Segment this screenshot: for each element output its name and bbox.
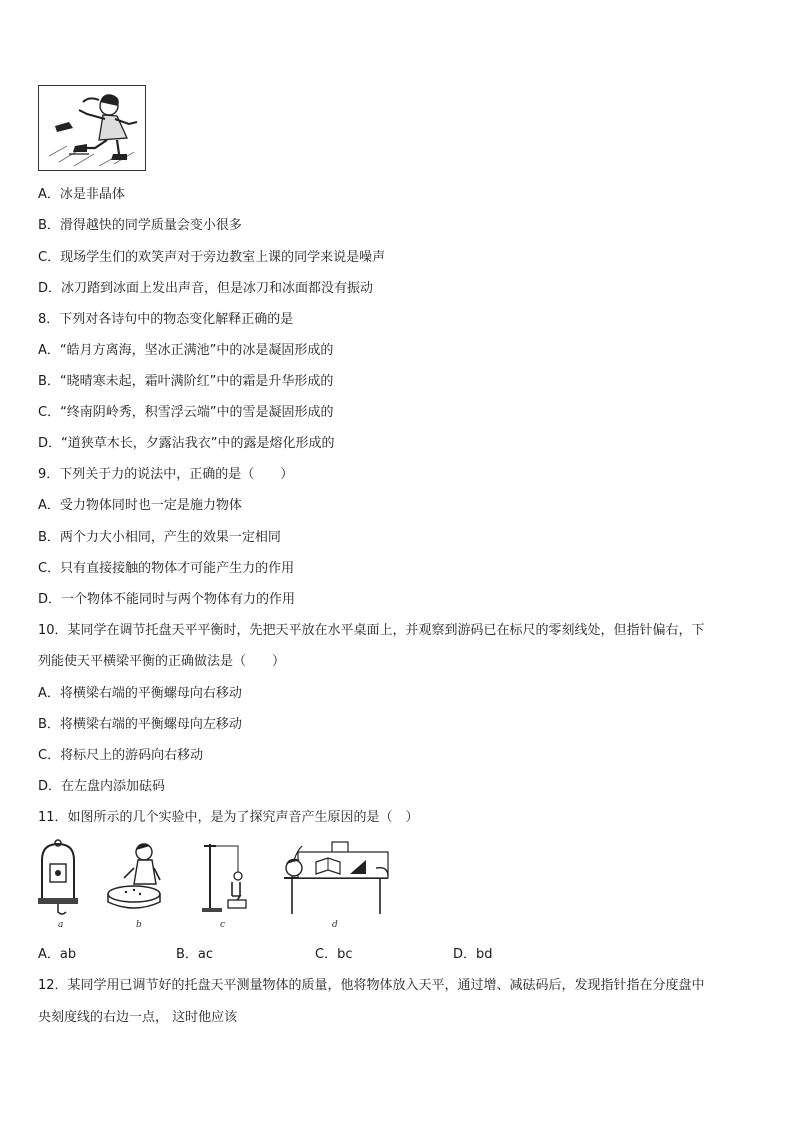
- q11-experiment-figures: [30, 838, 410, 934]
- figure-label-b: b: [136, 920, 142, 930]
- q12-stem-line2: 央刻度线的右边一点， 这时他应该: [38, 1010, 238, 1025]
- q7-option-d: D．冰刀踏到冰面上发出声音，但是冰刀和冰面都没有振动: [38, 281, 374, 296]
- q8-option-b: B．“晓晴寒未起，霜叶满阶红”中的霜是升华形成的: [38, 374, 334, 389]
- figure-label-d: d: [332, 920, 338, 930]
- drum-figure: [104, 838, 174, 918]
- q11-option-c: C．bc: [315, 947, 353, 962]
- q10-option-d: D．在左盘内添加砝码: [38, 779, 166, 794]
- q8-stem: 8．下列对各诗句中的物态变化解释正确的是: [38, 312, 294, 327]
- q10-option-a: A．将横梁右端的平衡螺母向右移动: [38, 686, 242, 701]
- q11-stem: 11．如图所示的几个实验中，是为了探究声音产生原因的是（ ）: [38, 810, 419, 825]
- bell-jar-figure: [36, 838, 80, 918]
- ice-skater-figure: [38, 85, 146, 171]
- q7-option-b: B．滑得越快的同学质量会变小很多: [38, 218, 242, 233]
- q10-stem-line2: 列能使天平横梁平衡的正确做法是（ ）: [38, 654, 286, 669]
- q11-option-a: A．ab: [38, 947, 77, 962]
- table-ear-figure: [272, 838, 396, 918]
- q8-option-d: D．“道狭草木长，夕露沾我衣”中的露是熔化形成的: [38, 436, 335, 451]
- q10-stem-line1: 10．某同学在调节托盘天平平衡时，先把天平放在水平桌面上，并观察到游码已在标尺的零刻线处，但指针偏右，下: [38, 623, 705, 638]
- figure-label-c: c: [220, 920, 226, 930]
- q10-option-b: B．将横梁右端的平衡螺母向左移动: [38, 717, 242, 732]
- q11-option-b: B．ac: [176, 947, 214, 962]
- q9-option-d: D．一个物体不能同时与两个物体有力的作用: [38, 592, 296, 607]
- q11-option-d: D．bd: [453, 947, 493, 962]
- q7-option-a: A．冰是非晶体: [38, 187, 125, 202]
- q12-stem-line1: 12．某同学用已调节好的托盘天平测量物体的质量，他将物体放入天平，通过增、减砝码后，发现指针指在分度盘中: [38, 978, 705, 993]
- q9-option-a: A．受力物体同时也一定是施力物体: [38, 498, 242, 513]
- q7-option-c: C．现场学生们的欢笑声对于旁边教室上课的同学来说是噪声: [38, 250, 386, 265]
- q9-option-c: C．只有直接接触的物体才可能产生力的作用: [38, 561, 295, 576]
- figure-label-a: a: [58, 920, 64, 930]
- q8-option-c: C．“终南阴岭秀，积雪浮云端”中的雪是凝固形成的: [38, 405, 334, 420]
- q9-option-b: B．两个力大小相同，产生的效果一定相同: [38, 530, 281, 545]
- q10-option-c: C．将标尺上的游码向右移动: [38, 748, 204, 763]
- ice-skater-drawing: [39, 86, 145, 170]
- q9-stem: 9．下列关于力的说法中，正确的是（ ）: [38, 467, 294, 482]
- q8-option-a: A．“皓月方离海，坚冰正满池”中的冰是凝固形成的: [38, 343, 334, 358]
- tuning-fork-figure: [200, 838, 260, 918]
